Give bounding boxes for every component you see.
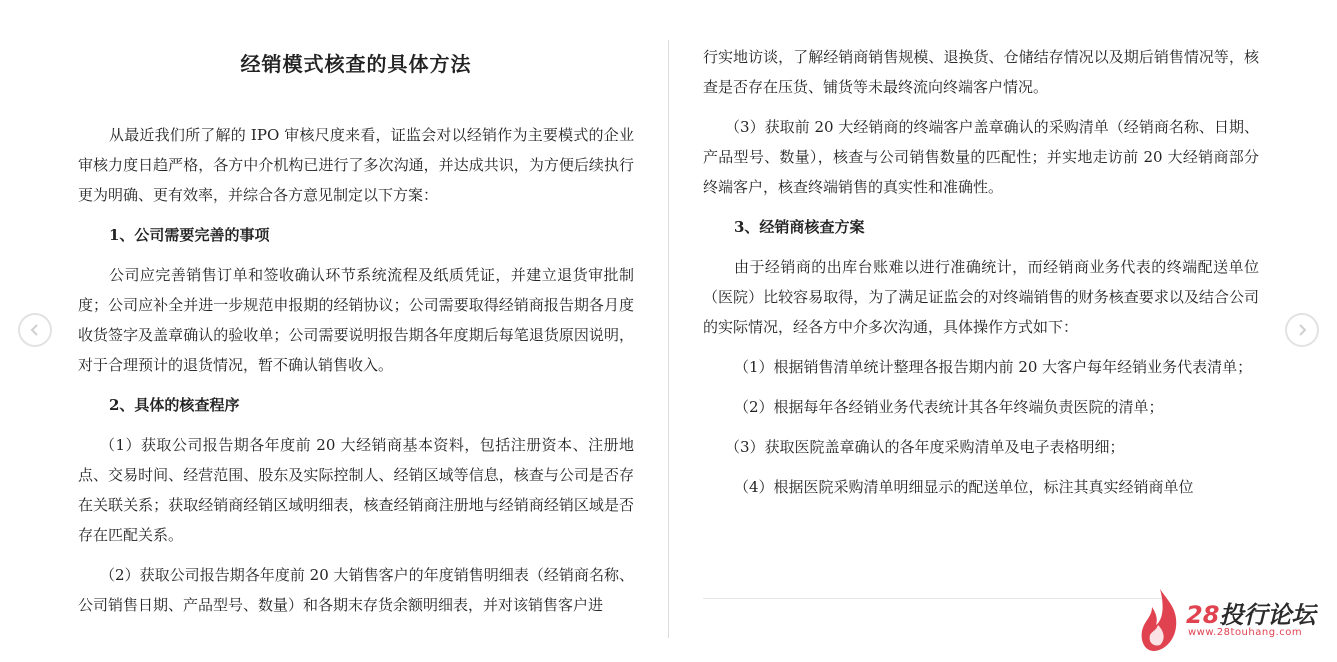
column-divider: [668, 40, 669, 638]
section-heading: 2、具体的核查程序: [109, 396, 240, 414]
watermark-logo: [1138, 585, 1318, 655]
paragraph: （2）获取公司报告期各年度前 20 大销售客户的年度销售明细表（经销商名称、公司销售日期、产品型号、数量）和各期末存货余额明细表，并对该销售客户进: [78, 566, 634, 614]
paragraph: （3）获取前 20 大经销商的终端客户盖章确认的采购清单（经销商名称、日期、产品型号、数量），核查与公司销售数量的匹配性；并实地走访前 20 大经销商部分终端客户，核查终端销售的真实性和准确性。: [703, 118, 1259, 196]
footer-divider: [703, 598, 1163, 599]
right-column: [703, 42, 1259, 502]
paragraph: 公司应完善销售订单和签收确认环节系统流程及纸质凭证，并建立退货审批制度；公司应补全并进一步规范申报期的经销协议；公司需要取得经销商报告期各月度收货签字及盖章确认的验收单；公司需要说明报告期各年度期后每笔退货原因说明，对于合理预计的退货情况，暂不确认销售收入。: [78, 266, 634, 374]
chevron-left-icon: [28, 323, 42, 337]
paragraph: （3）获取医院盖章确认的各年度采购清单及电子表格明细；: [725, 438, 1125, 456]
paragraph: （1）获取公司报告期各年度前 20 大经销商基本资料，包括注册资本、注册地点、交易时间、经营范围、股东及实际控制人、经销区域等信息，核查与公司是否存在关联关系；获取经销商经销区域明细表，核查经销商注册地与经销商经销区域是否存在匹配关系。: [78, 436, 634, 544]
flame-icon: [1138, 585, 1186, 655]
chevron-right-icon: [1295, 323, 1309, 337]
paragraph: 从最近我们所了解的 IPO 审核尺度来看，证监会对以经销作为主要模式的企业审核力度日趋严格，各方中介机构已进行了多次沟通，并达成共识，为方便后续执行更为明确、更有效率，并综合各方意见制定以下方案：: [78, 126, 634, 204]
page-title: 经销模式核查的具体方法: [240, 52, 472, 76]
left-column: [78, 120, 634, 620]
brand-url: www.28touhang.com: [1188, 627, 1303, 638]
paragraph: 由于经销商的出库台账难以进行准确统计，而经销商业务代表的终端配送单位（医院）比较容易取得，为了满足证监会的对终端销售的财务核查要求以及结合公司的实际情况，经各方中介多次沟通，具体操作方式如下：: [703, 258, 1259, 336]
paragraph: （1）根据销售清单统计整理各报告期内前 20 大客户每年经销业务代表清单；: [734, 358, 1253, 376]
paragraph: （2）根据每年各经销业务代表统计其各年终端负责医院的清单；: [734, 398, 1164, 416]
section-heading: 1、公司需要完善的事项: [109, 226, 270, 244]
prev-page-button[interactable]: [18, 313, 52, 347]
paragraph: （4）根据医院采购清单明细显示的配送单位，标注其真实经销商单位: [734, 478, 1194, 496]
next-page-button[interactable]: [1285, 313, 1319, 347]
brand-name: 28投行论坛: [1186, 601, 1316, 629]
paragraph: 行实地访谈，了解经销商销售规模、退换货、仓储结存情况以及期后销售情况等，核查是否存在压货、铺货等未最终流向终端客户情况。: [703, 48, 1259, 96]
section-heading: 3、经销商核查方案: [734, 218, 865, 236]
